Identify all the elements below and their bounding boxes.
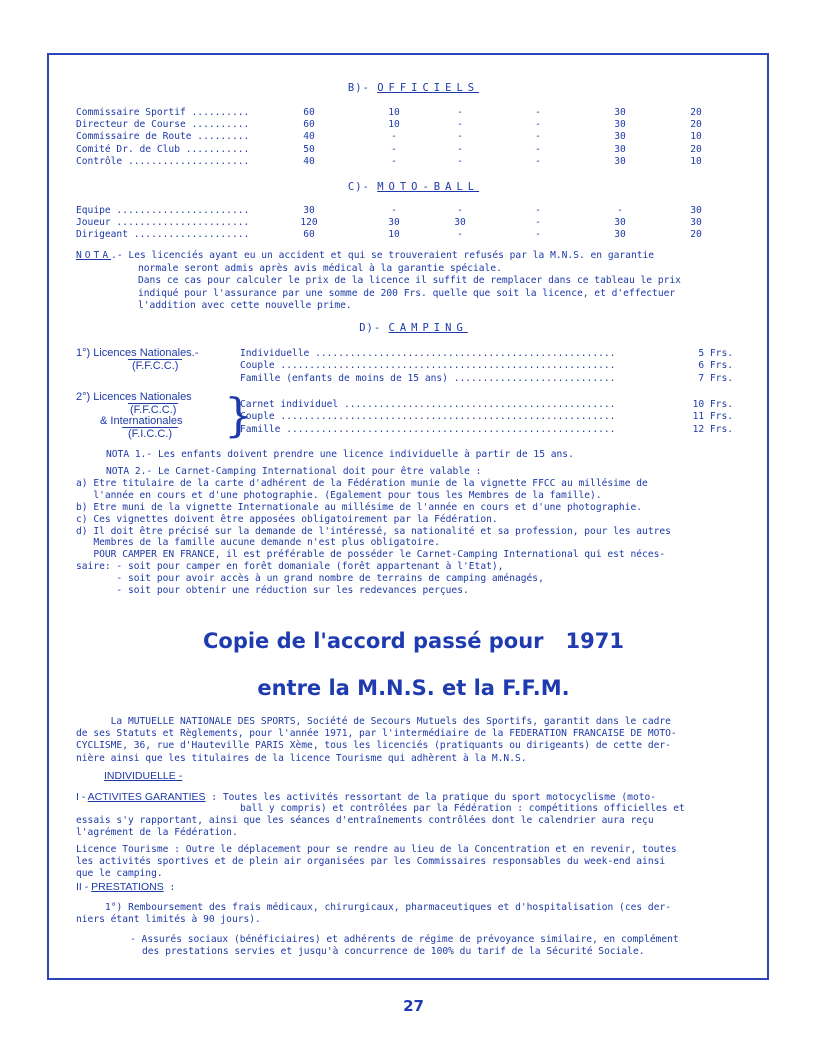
cell-value: 10 (388, 107, 400, 118)
cell-value: 40 (303, 155, 315, 167)
section-motoball-title (0, 181, 827, 193)
section-camping-title (0, 322, 827, 334)
nota-line: Dans ce cas pour calculer le prix de la licence il suffit de remplacer dans ce tableau le prix (138, 275, 681, 286)
cell-value: 60 (303, 229, 315, 241)
section-label: C)- (347, 181, 378, 193)
row-label: Commissaire de Route ......... (76, 131, 250, 143)
section1-title: ACTIVITES GARANTIES (87, 791, 206, 803)
camping-item-text: Couple .......................................................... (240, 360, 616, 372)
section2-line: des prestations servies et jusqu'à concurrence de 100% du tarif de la Sécurité Sociale. (142, 946, 645, 957)
nota2-line: NOTA 2.- Le Carnet-Camping International doit pour être valable : (106, 466, 482, 477)
cell-value: 10 (388, 119, 400, 131)
row-label: Commissaire Sportif .......... (76, 107, 250, 118)
accord-title-text: Copie de l'accord passé pour (202, 629, 544, 653)
section1-text: : Toutes les activités ressortant de la pratique du sport motocyclisme (moto- (205, 792, 657, 803)
table-row (76, 156, 776, 167)
section1-line: l'agrément de la Fédération. (76, 827, 238, 838)
cell-value: 20 (690, 107, 702, 118)
nota2-line: - soit pour avoir accès à un grand nombre de terrains de camping aménagés, (76, 573, 544, 585)
cell-value: 60 (303, 119, 315, 131)
cell-value: - (535, 229, 541, 241)
camping-item-price: 7 Frs. (698, 372, 733, 384)
cell-value: 30 (690, 205, 702, 216)
accord-title-line2: entre la M.N.S. et la F.F.M. (257, 676, 570, 700)
cell-value: - (535, 107, 541, 118)
intro-line: nière ainsi que les titulaires de la licence Tourisme qui adhèrent à la M.N.S. (76, 752, 527, 764)
nota-line: indiqué pour l'assurance par une somme de 200 Frs. quelle que soit la licence, et d'effectuer (138, 287, 676, 299)
camping-item-text: Individuelle .................................................... (240, 348, 616, 359)
cell-value: 10 (388, 229, 400, 241)
section-title-text: CAMPING (388, 322, 468, 334)
cell-value: 60 (303, 107, 315, 118)
camping-item-price: 6 Frs. (698, 360, 733, 372)
section-title-text: OFFICIELS (377, 82, 480, 94)
cell-value: - (535, 143, 541, 155)
section-officiels-title (0, 82, 827, 94)
page-number: 27 (403, 997, 424, 1015)
nota-block (76, 250, 681, 313)
camping-item-text: Carnet individuel ............................................... (240, 399, 616, 410)
cell-value: 30 (614, 229, 626, 241)
row-label: Joueur ....................... (76, 217, 250, 229)
nota2-line: l'année en cours et d'une photographie. (Egalement pour tous les Membres de la famille). (76, 489, 602, 501)
cell-value: - (391, 205, 397, 216)
nota2-line: d) Il doit être précisé sur la demande de l'intéressé, sa nationalité et sa profession, pour les autres (76, 525, 671, 537)
section2-title: PRESTATIONS (91, 881, 164, 893)
table-row (76, 119, 776, 130)
cell-value: - (391, 155, 397, 167)
cell-value: 30 (614, 155, 626, 167)
individuelle-heading: INDIVIDUELLE - (104, 770, 183, 782)
camping-item-text: Couple .......................................................... (240, 411, 616, 423)
nota2-line: - soit pour obtenir une réduction sur les redevances perçues. (76, 585, 469, 596)
cell-value: 120 (300, 217, 318, 229)
section2-heading (76, 881, 175, 895)
nota2-line: c) Ces vignettes doivent être apposées obligatoirement par la Fédération. (76, 513, 498, 525)
nota-line: normale seront admis après avis médical à la garantie spéciale. (138, 262, 502, 274)
table-row (76, 131, 776, 142)
section1-line: Licence Tourisme : Outre le déplacement pour se rendre au lieu de la Concentration et en revenir, toutes (76, 844, 677, 855)
cell-value: - (457, 107, 463, 118)
cell-value: 30 (614, 107, 626, 118)
cell-value: 20 (690, 143, 702, 155)
cell-value: 10 (690, 131, 702, 143)
cell-value: - (457, 155, 463, 167)
section1-line: les activités sportives et de plein air organisées par les Commissaires responsables du week-end ainsi (76, 856, 666, 867)
section1-line: que le camping. (76, 868, 163, 879)
section-label: D)- (359, 322, 389, 334)
nota2-line: Membres de la famille aucune demande n'est plus obligatoire. (76, 537, 440, 549)
cell-value: - (457, 205, 463, 216)
nota-line: l'addition avec cette nouvelle prime. (138, 300, 352, 311)
nota2-line: saire: - soit pour camper en forêt domaniale (forêt appartenant à l'Etat), (76, 561, 504, 573)
cell-value: 20 (690, 119, 702, 131)
table-row (76, 144, 776, 155)
cell-value: - (391, 143, 397, 155)
row-label: Directeur de Course .......... (76, 119, 250, 131)
row-label: Contrôle ..................... (76, 155, 250, 167)
accord-title-year: 1971 (565, 629, 624, 653)
section-title-text: MOTO-BALL (377, 181, 480, 193)
camping-item-price: 11 Frs. (692, 411, 733, 423)
section2-line: 1°) Remboursement des frais médicaux, chirurgicaux, pharmaceutiques et d'hospitalisation (ces der- (105, 902, 672, 913)
camping-item-price: 10 Frs. (692, 399, 733, 410)
cell-value: - (617, 205, 623, 216)
cell-value: - (457, 143, 463, 155)
camping-group2-sub2: & Internationales (100, 415, 183, 427)
camping-item-text: Famille ......................................................... (240, 423, 616, 435)
camping-group2-heading: 2°) Licences Nationales (76, 391, 192, 403)
section2-line: niers étant limités à 90 jours). (76, 914, 261, 925)
intro-line: CYCLISME, 36, rue d'Hauteville PARIS Xème, tous les licenciés (pratiquants ou dirigeants) de cette der- (76, 740, 671, 752)
nota-line: .- Les licenciés ayant eu un accident et qui se trouveraient refusés par la M.N.S. en garantie (111, 250, 655, 261)
cell-value: - (535, 217, 541, 229)
camping-nota1: NOTA 1.- Les enfants doivent prendre une licence individuelle à partir de 15 ans. (106, 449, 574, 460)
row-label: Dirigeant .................... (76, 229, 250, 241)
cell-value: 30 (614, 217, 626, 229)
section1-line: essais s'y rapportant, ainsi que les séances d'entraînements contrôlées dont le calendrier aura reçu (76, 815, 654, 826)
cell-value: 30 (388, 217, 400, 229)
table-row (76, 229, 776, 240)
cell-value: 30 (303, 205, 315, 216)
cell-value: 30 (690, 217, 702, 229)
cell-value: - (535, 119, 541, 131)
camping-group1-heading: 1°) Licences Nationales.- (76, 347, 199, 359)
cell-value: 30 (614, 119, 626, 131)
brace-symbol: } (224, 388, 254, 442)
cell-value: - (535, 155, 541, 167)
cell-value: 30 (454, 217, 466, 229)
row-label: Equipe ....................... (76, 205, 250, 216)
cell-value: 50 (303, 143, 315, 155)
nota2-line: POUR CAMPER EN FRANCE, il est préférable de posséder le Carnet-Camping International qui est néces- (76, 549, 666, 561)
nota2-line: b) Etre muni de la vignette Internationale au millésime de l'année en cours et d'une photographie. (76, 501, 643, 513)
nota-label: NOTA (76, 250, 112, 261)
table-row (76, 205, 776, 216)
camping-item-price: 5 Frs. (698, 348, 733, 359)
cell-value: - (457, 119, 463, 131)
table-row (76, 217, 776, 228)
nota2-line: a) Etre titulaire de la carte d'adhérent de la Fédération munie de la vignette FFCC au millésime de (76, 477, 648, 489)
accord-title-line1 (0, 629, 827, 653)
cell-value: - (391, 131, 397, 143)
camping-item-text: Famille (enfants de moins de 15 ans) ............................ (240, 372, 616, 384)
section1-number: I - (76, 791, 88, 803)
camping-group2-sub3: (F.I.C.C.) (122, 427, 178, 440)
section2-line: - Assurés sociaux (bénéficiaires) et adhérents de régime de prévoyance similaire, en complément (130, 934, 679, 945)
cell-value: 40 (303, 131, 315, 143)
cell-value: 20 (690, 229, 702, 241)
cell-value: - (535, 131, 541, 143)
section1-line: ball y compris) et contrôlées par la Fédération : compétitions officielles et (240, 803, 685, 814)
cell-value: - (535, 205, 541, 216)
camping-group2-sub1: (F.F.C.C.) (130, 404, 177, 416)
intro-line: de ses Statuts et Règlements, pour l'année 1971, par l'intermédiaire de la FEDERATION FRANCAISE DE MOTO- (76, 728, 677, 740)
cell-value: - (457, 229, 463, 241)
cell-value: - (457, 131, 463, 143)
section-label: B)- (347, 82, 378, 94)
section2-colon: : (163, 882, 176, 893)
cell-value: 30 (614, 143, 626, 155)
cell-value: 30 (614, 131, 626, 143)
camping-group1-sub: (F.F.C.C.) (128, 359, 182, 372)
cell-value: 10 (690, 155, 702, 167)
section2-number: II - (76, 881, 92, 893)
intro-line: La MUTUELLE NATIONALE DES SPORTS, Société de Secours Mutuels des Sportifs, garantit dans le cadre (76, 716, 671, 727)
table-row (76, 107, 776, 118)
camping-item-price: 12 Frs. (692, 423, 733, 435)
row-label: Comité Dr. de Club ........... (76, 143, 250, 155)
